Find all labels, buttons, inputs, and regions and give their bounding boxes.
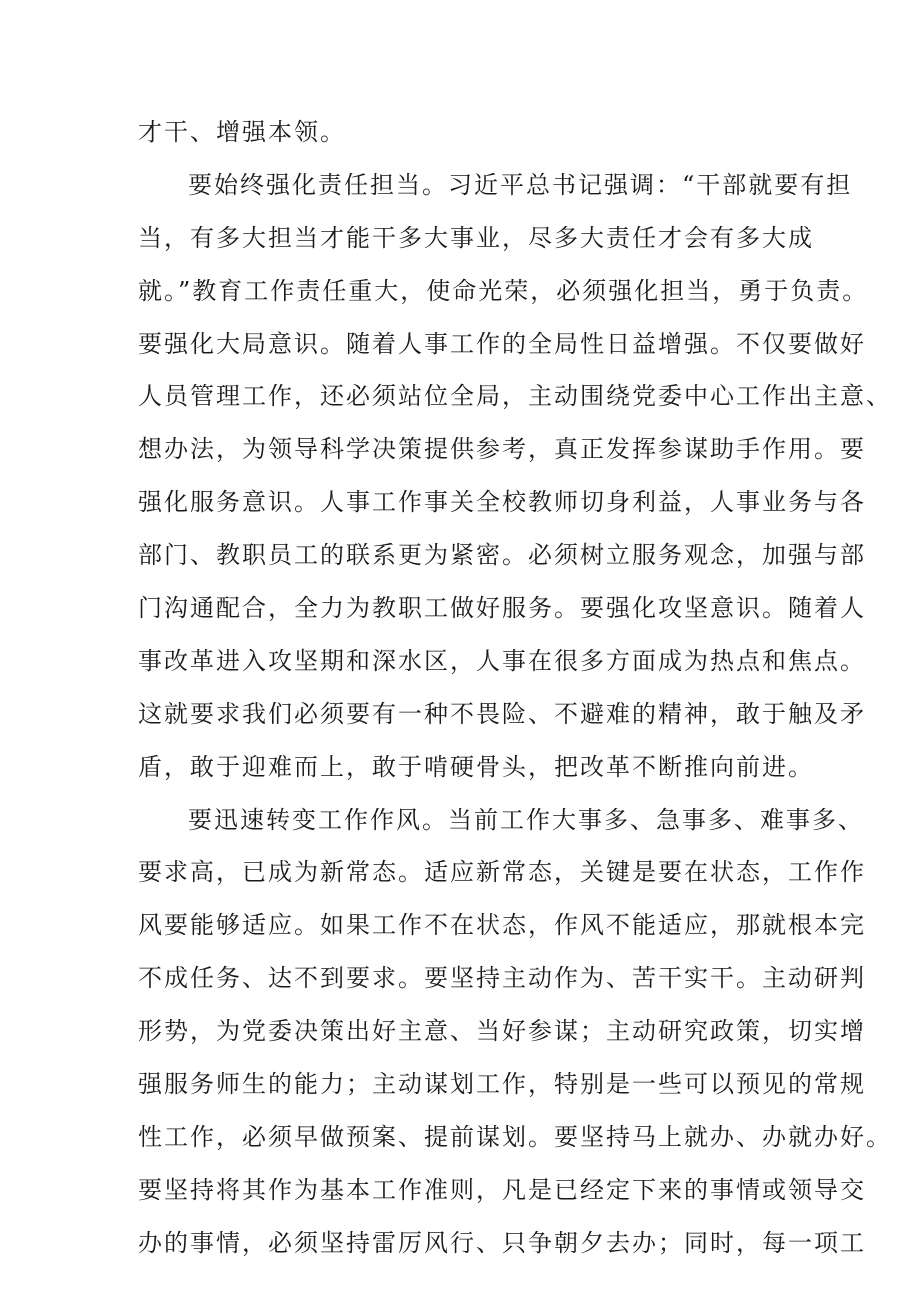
text-line: 要强化大局意识。随着人事工作的全局性日益增强。不仅要做好 — [138, 329, 866, 358]
text-line: 要坚持将其作为基本工作准则，凡是已经定下来的事情或领导交 — [138, 1175, 866, 1204]
text-line: 性工作，必须早做预案、提前谋划。要坚持马上就办、办就办好。 — [138, 1122, 892, 1151]
text-line: 事改革进入攻坚期和深水区，人事在很多方面成为热点和焦点。 — [138, 646, 866, 675]
text-line: 风要能够适应。如果工作不在状态，作风不能适应，那就根本完 — [138, 911, 866, 940]
text-line: 不成任务、达不到要求。要坚持主动作为、苦干实干。主动研判 — [138, 964, 866, 993]
text-line: 人员管理工作，还必须站位全局，主动围绕党委中心工作出主意、 — [138, 382, 892, 411]
text-line: 这就要求我们必须要有一种不畏险、不避难的精神，敢于触及矛 — [138, 699, 866, 728]
paragraph-start-line: 要迅速转变工作作风。当前工作大事多、急事多、难事多、 — [188, 805, 864, 834]
text-line: 强化服务意识。人事工作事关全校教师切身利益，人事业务与各 — [138, 488, 866, 517]
text-line: 就。”教育工作责任重大，使命光荣，必须强化担当，勇于负责。 — [138, 276, 869, 305]
text-line: 强服务师生的能力；主动谋划工作，特别是一些可以预见的常规 — [138, 1070, 866, 1099]
text-line: 当，有多大担当才能干多大事业，尽多大责任才会有多大成 — [138, 223, 814, 252]
text-line: 盾，敢于迎难而上，敢于啃硬骨头，把改革不断推向前进。 — [138, 752, 814, 781]
text-line: 要求高，已成为新常态。适应新常态，关键是要在状态，工作作 — [138, 858, 866, 887]
document-body — [138, 106, 892, 1270]
paragraph-start-line: 要始终强化责任担当。习近平总书记强调：“干部就要有担 — [188, 170, 853, 199]
text-line: 门沟通配合，全力为教职工做好服务。要强化攻坚意识。随着人 — [138, 594, 866, 623]
text-line: 部门、教职员工的联系更为紧密。必须树立服务观念，加强与部 — [138, 541, 866, 570]
text-line: 才干、增强本领。 — [138, 118, 346, 146]
text-line: 办的事情，必须坚持雷厉风行、只争朝夕去办；同时，每一项工 — [138, 1228, 866, 1257]
text-line: 想办法，为领导科学决策提供参考，真正发挥参谋助手作用。要 — [138, 435, 866, 464]
text-line: 形势，为党委决策出好主意、当好参谋；主动研究政策，切实增 — [138, 1017, 866, 1046]
